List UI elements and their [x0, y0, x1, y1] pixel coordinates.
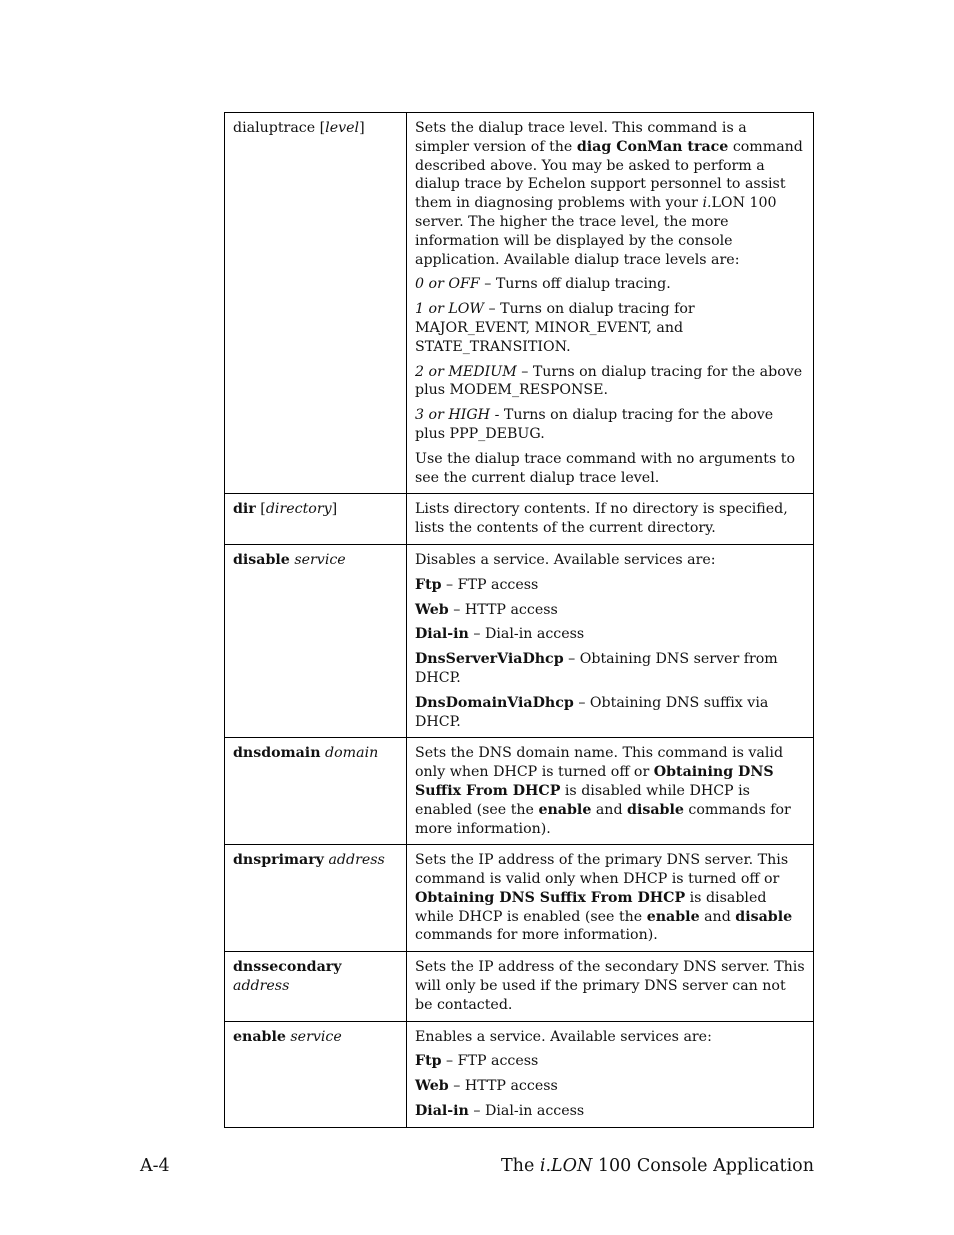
description-paragraph: [415, 119, 805, 269]
description-paragraph: [415, 1102, 805, 1121]
description-cell: [407, 494, 814, 545]
bold-run: DnsDomainViaDhcp: [415, 694, 574, 711]
table-row: [225, 544, 814, 737]
bold-run: Dial-in: [415, 1103, 469, 1120]
bold-run: Obtaining DNS Suffix From DHCP: [415, 889, 686, 906]
text-run: – Dial-in access: [468, 626, 585, 643]
bold-run: disable: [627, 801, 684, 818]
description-cell: [407, 113, 814, 494]
command-cell: [225, 738, 407, 845]
description-cell: [407, 544, 814, 737]
description-paragraph: [415, 744, 805, 838]
table-row: [225, 952, 814, 1021]
document-title-suffix: 100 Console Application: [592, 1156, 814, 1176]
description-paragraph: [415, 625, 805, 644]
italic-run: directory: [265, 501, 332, 518]
page-number: A-4: [140, 1156, 170, 1176]
text-run: – Turns on dialup tracing for the above plus MODEM_RESPONSE.: [415, 363, 803, 399]
italic-run: i.: [702, 195, 712, 212]
text-run: – HTTP access: [448, 601, 558, 618]
text-run: Disables a service. Available services are:: [415, 551, 716, 568]
italic-run: 0 or OFF: [415, 276, 480, 293]
text-run: Sets the DNS domain name. This command is valid only when DHCP is turned off or: [415, 745, 784, 781]
bold-run: dnssecondary: [233, 959, 342, 976]
bold-run: Ftp: [415, 1053, 442, 1070]
text-run: – FTP access: [441, 1053, 539, 1070]
italic-run: 2 or MEDIUM: [415, 363, 517, 380]
text-run: – FTP access: [441, 576, 539, 593]
text-run: commands for more information).: [415, 801, 791, 837]
description-cell: [407, 952, 814, 1021]
text-run: ]: [359, 120, 365, 136]
document-title: [501, 1156, 814, 1176]
description-paragraph: [415, 551, 805, 570]
italic-run: address: [328, 852, 385, 869]
description-paragraph: [415, 275, 805, 294]
description-paragraph: [415, 958, 805, 1014]
description-paragraph: [415, 1052, 805, 1071]
table-row: [225, 1021, 814, 1127]
text-run: Use the dialup trace command with no arguments to see the current dialup trace level.: [415, 450, 796, 486]
bold-run: disable: [233, 551, 290, 568]
description-cell: [407, 1021, 814, 1127]
command-cell: [225, 494, 407, 545]
text-run: – Obtaining DNS suffix via DHCP.: [415, 694, 769, 730]
description-paragraph: [415, 851, 805, 945]
text-run: and: [591, 801, 628, 818]
bold-run: enable: [233, 1028, 286, 1045]
text-run: - Turns on dialup tracing for the above plus PPP_DEBUG.: [415, 407, 774, 442]
description-paragraph: [415, 694, 805, 732]
text-run: Sets the dialup trace level. This command is a simpler version of the: [415, 120, 747, 155]
table-row: [225, 738, 814, 845]
description-paragraph: [415, 450, 805, 488]
bold-run: enable: [538, 801, 592, 818]
italic-run: service: [290, 1028, 342, 1045]
text-run: ]: [331, 501, 338, 518]
bold-run: dnsprimary: [233, 852, 324, 869]
document-title-product: i.LON: [539, 1156, 593, 1176]
italic-run: domain: [325, 745, 379, 762]
command-cell: [225, 113, 407, 494]
italic-run: 3 or HIGH: [415, 407, 491, 424]
italic-run: address: [233, 978, 290, 995]
italic-run: 1 or LOW: [415, 301, 485, 318]
bold-run: Web: [415, 601, 449, 618]
document-title-prefix: The: [501, 1156, 540, 1176]
description-paragraph: [415, 406, 805, 444]
description-cell: [407, 845, 814, 952]
description-cell: [407, 738, 814, 845]
text-run: Sets the IP address of the primary DNS server. This command is valid only when DHCP is turned off or: [415, 852, 789, 888]
table-row: [225, 113, 814, 494]
text-run: – Obtaining DNS server from DHCP.: [415, 651, 778, 686]
bold-run: DnsServerViaDhcp: [415, 651, 564, 668]
description-paragraph: [415, 576, 805, 595]
text-run: Sets the IP address of the secondary DNS server. This will only be used if the primary DNS server can not be contacted.: [415, 959, 805, 1013]
command-cell: [225, 845, 407, 952]
italic-run: service: [294, 551, 346, 568]
text-run: [: [255, 501, 266, 518]
bold-run: dir: [233, 501, 256, 518]
table-row: [225, 845, 814, 952]
text-run: dialuptrace [: [233, 120, 326, 136]
text-run: is disabled while DHCP is enabled (see the: [415, 889, 767, 925]
text-run: – Turns off dialup tracing.: [479, 276, 671, 293]
text-run: is disabled while DHCP is enabled (see the: [415, 782, 750, 818]
bold-run: Ftp: [415, 576, 442, 593]
bold-run: disable: [735, 908, 793, 925]
text-run: command described above. You may be asked to perform a dialup trace by Echelon support personnel to assist them in diagnosing problems with your: [415, 138, 803, 212]
text-run: Lists directory contents. If no directory is specified, lists the contents of the current directory.: [415, 501, 788, 537]
command-cell: [225, 1021, 407, 1127]
description-paragraph: [415, 601, 805, 620]
italic-run: level: [325, 120, 360, 136]
command-table: [224, 112, 814, 1128]
bold-run: Web: [415, 1078, 449, 1095]
bold-run: diag ConMan trace: [576, 138, 729, 155]
description-paragraph: [415, 650, 805, 688]
text-run: commands for more information).: [415, 927, 658, 944]
command-cell: [225, 544, 407, 737]
text-run: LON 100 server. The higher the trace level, the more information will be displayed by the console application. Available dialup trace levels are:: [415, 195, 777, 268]
text-run: – Turns on dialup tracing for MAJOR_EVENT, MINOR_EVENT, and STATE_TRANSITION.: [415, 301, 695, 355]
bold-run: dnsdomain: [233, 745, 321, 762]
text-run: – Dial-in access: [468, 1103, 585, 1120]
bold-run: Dial-in: [415, 626, 469, 643]
description-paragraph: [415, 500, 805, 538]
text-run: and: [699, 908, 736, 925]
command-table-body: [225, 113, 814, 1128]
description-paragraph: [415, 363, 805, 401]
description-paragraph: [415, 1028, 805, 1047]
text-run: Enables a service. Available services are:: [415, 1028, 712, 1045]
description-paragraph: [415, 300, 805, 356]
description-paragraph: [415, 1077, 805, 1096]
bold-run: enable: [646, 908, 700, 925]
command-cell: [225, 952, 407, 1021]
table-row: [225, 494, 814, 545]
bold-run: Obtaining DNS Suffix From DHCP: [415, 764, 774, 799]
text-run: – HTTP access: [448, 1078, 558, 1095]
